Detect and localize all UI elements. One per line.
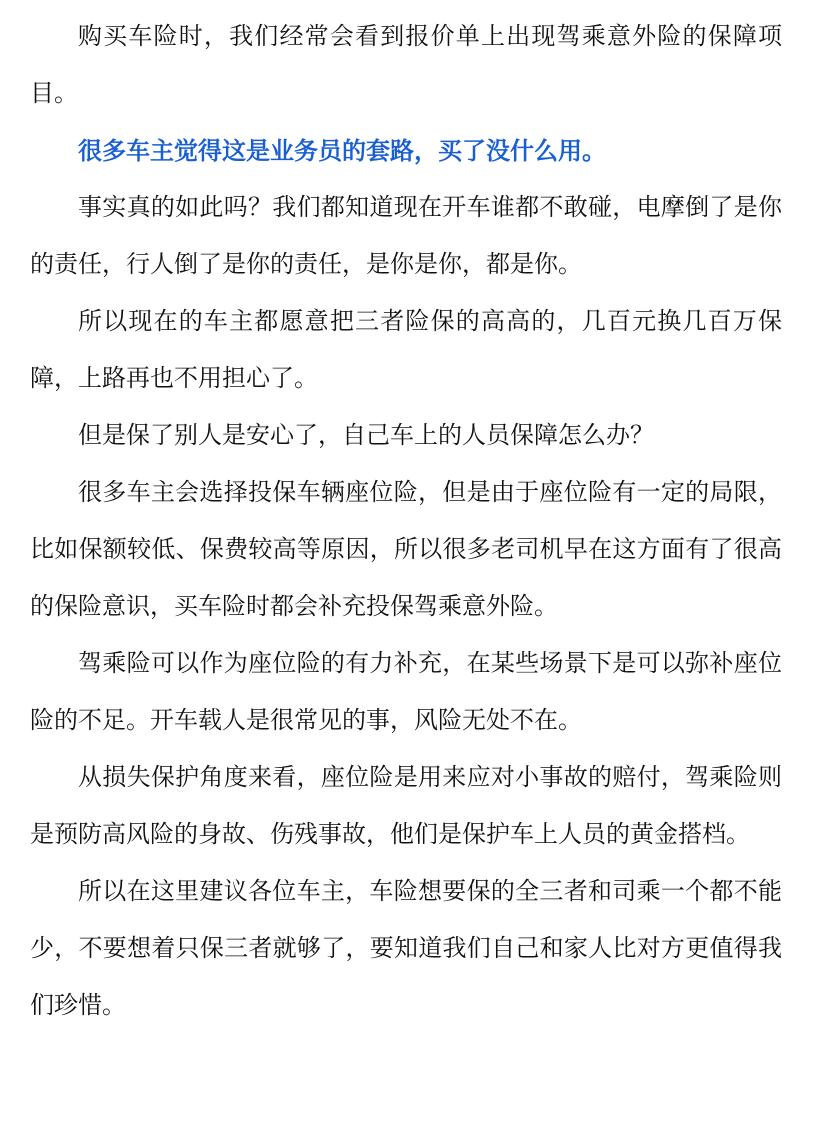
paragraph-4: 所以现在的车主都愿意把三者险保的高高的，几百元换几百万保障，上路再也不用担心了。	[30, 307, 782, 392]
paragraph-2-highlight: 很多车主觉得这是业务员的套路，买了没什么用。	[78, 136, 606, 165]
paragraph-8: 从损失保护角度来看，座位险是用来应对小事故的赔付，驾乘险则是预防高风险的身故、伤残事故，他们是保护车上人员的黄金搭档。	[30, 763, 782, 848]
paragraph-6: 很多车主会选择投保车辆座位险，但是由于座位险有一定的局限，比如保额较低、保费较高等原因，所以很多老司机早在这方面有了很高的保险意识，买车险时都会补充投保驾乘意外险。	[30, 478, 782, 620]
paragraph-5: 但是保了别人是安心了，自己车上的人员保障怎么办？	[78, 421, 654, 449]
article-body	[30, 8, 782, 1034]
paragraph-7: 驾乘险可以作为座位险的有力补充，在某些场景下是可以弥补座位险的不足。开车载人是很常见的事，风险无处不在。	[30, 649, 782, 734]
paragraph-3: 事实真的如此吗？我们都知道现在开车谁都不敢碰，电摩倒了是你的责任，行人倒了是你的责任，是你是你，都是你。	[30, 193, 782, 278]
paragraph-1: 购买车险时，我们经常会看到报价单上出现驾乘意外险的保障项目。	[30, 22, 782, 107]
paragraph-9: 所以在这里建议各位车主，车险想要保的全三者和司乘一个都不能少，不要想着只保三者就够了，要知道我们自己和家人比对方更值得我们珍惜。	[30, 877, 782, 1019]
